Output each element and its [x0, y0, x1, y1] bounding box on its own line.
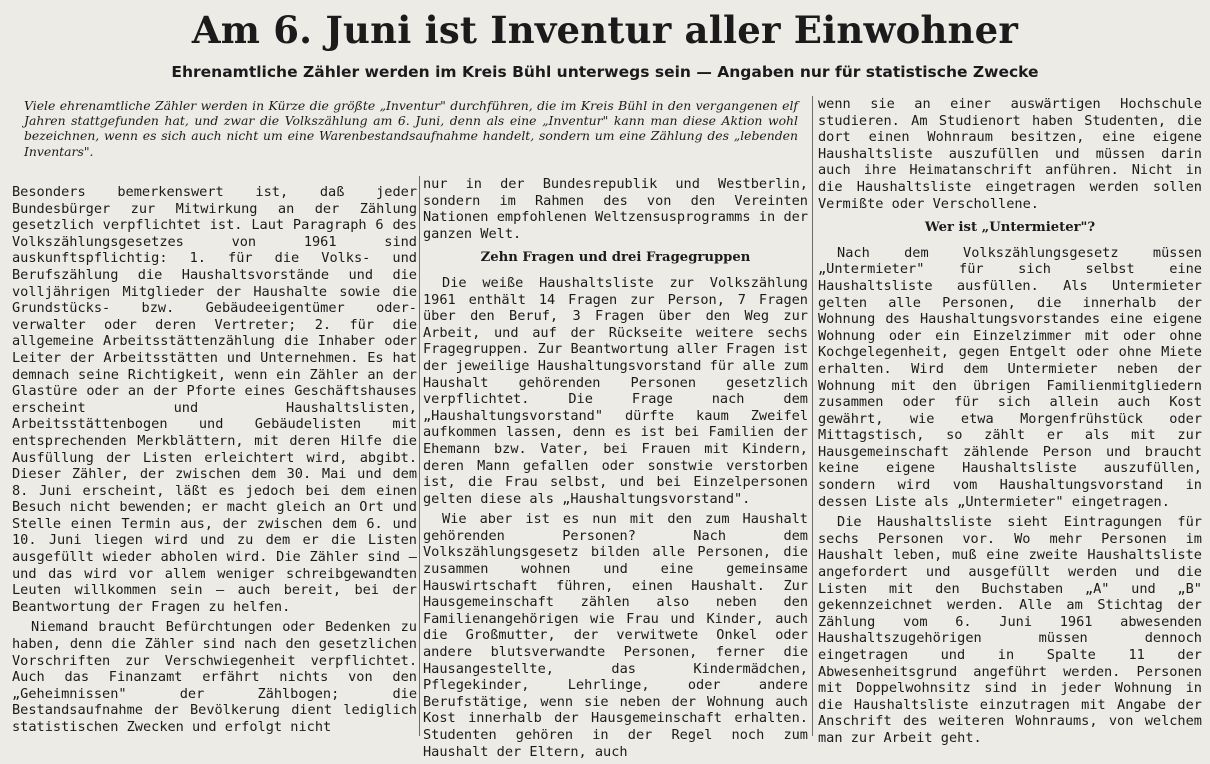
column-divider-2 [812, 96, 813, 736]
column-2 [423, 176, 808, 764]
headline: Am 6. Juni ist Inventur aller Einwohner [191, 8, 1019, 52]
column-1-paragraph-1: Besonders bemerkenswert ist, daß jeder Bundesbürger zur Mitwirkung an der Zählung gesetzlich verpflichtet ist. Laut Paragraph 6 des Volkszählungsgesetzes von 1961 sind auskunftspflichtig: 1. für die Volks- und Berufszählung die Haushaltsvorstände und die volljährigen Mitglieder der Haushalte sowie die Grundstücks- bzw. Gebäudeeigentümer oder- verwalter oder deren Vertreter; 2. für die allgemeine Arbeitsstättenzählung die Inhaber oder Leiter der Arbeitsstätten und Unternehmen. Es hat demnach seine Richtigkeit, wenn ein Zähler an der Glastüre oder an der Pforte eines Geschäftshauses erscheint und Haushaltslisten, Arbeitsstättenbogen und Gebäudelisten mit entsprechenden Merkblättern, mit deren Hilfe die Ausfüllung der Listen erleichtert wird, abgibt. Dieser Zähler, der zwischen dem 30. Mai und dem 8. Juni erscheint, läßt es jedoch bei dem einen Besuch nicht bewenden; er macht gleich an Ort und Stelle einen Termin aus, der zwischen dem 6. und 10. Juni liegen wird und zu dem er die Listen ausgefüllt wieder abholen wird. Die Zähler sind — und das wird vor allem weniger schreibgewandten Leuten willkommen sein — auch bereit, bei der Beantwortung der Fragen zu helfen. [12, 184, 417, 615]
column-3-lead: wenn sie an einer auswärtigen Hochschule studieren. Am Studienort haben Studenten, die dort einen Wohnraum besitzen, eine eigene Haushaltsliste auszufüllen und müssen darin auch ihre Heimatanschrift anführen. Nicht in die Haushaltsliste eingetragen werden sollen Vermißte oder Verschollene. [818, 96, 1202, 212]
section-heading-untermieter: Wer ist „Untermieter"? [924, 220, 1096, 236]
column-2-lead: nur in der Bundesrepublik und Westberlin, sondern im Rahmen des von den Vereinten Nationen empfohlenen Weltzensusprogramms in der ganzen Welt. [423, 176, 808, 242]
column-2-paragraph-2: Wie aber ist es nun mit den zum Haushalt gehörenden Personen? Nach dem Volkszählungsgesetz bilden alle Personen, die zusammen wohnen und eine gemeinsame Hauswirtschaft führen, einen Haushalt. Zur Hausgemeinschaft zählen also neben den Familienangehörigen wie Frau und Kinder, auch die Großmutter, der verwitwete Onkel oder andere blutsverwandte Personen, ferner die Hausangestellte, das Kindermädchen, Pflegekinder, Lehrlinge, oder andere Berufstätige, wenn sie neben der Wohnung auch Kost innerhalb der Hausgemeinschaft erhalten. Studenten gehören in der Regel noch zum Haushalt der Eltern, auch [423, 511, 808, 760]
column-divider-1 [419, 176, 420, 736]
column-2-paragraph-1: Die weiße Haushaltsliste zur Volkszählung 1961 enthält 14 Fragen zur Person, 7 Fragen über den Beruf, 3 Fragen über den Weg zur Arbeit, und auf der Rückseite weitere sechs Fragegruppen. Zur Beantwortung aller Fragen ist der jeweilige Haushaltungsvorstand für alle zum Haushalt gehörenden Personen gesetzlich verpflichtet. Die Frage nach dem „Haushaltungsvorstand" dürfte kaum Zweifel aufkommen lassen, denn es ist bei Familien der Ehemann bzw. Vater, bei Frauen mit Kindern, deren Mann gefallen oder sonstwie verstorben ist, die Frau selbst, und bei Einzelpersonen gelten diese als „Haushaltungsvorstand". [423, 274, 808, 507]
column-3-paragraph-2: Die Haushaltsliste sieht Eintragungen für sechs Personen vor. Wo mehr Personen im Haushalt leben, muß eine zweite Haushaltsliste angefordert und ausgefüllt werden und die Listen mit den Buchstaben „A" und „B" gekennzeichnet werden. Alle am Stichtag der Zählung vom 6. Juni 1961 abwesenden Haushaltszugehörigen müssen dennoch eingetragen und in Spalte 11 der Abwesenheitsgrund angeführt werden. Personen mit Doppelwohnsitz sind in jeder Wohnung in die Haushaltsliste einzutragen mit Angabe der Anschrift des weiteren Wohnraums, von welchem man zur Arbeit geht. [818, 514, 1202, 746]
column-1-paragraph-2: Niemand braucht Befürchtungen oder Bedenken zu haben, denn die Zähler sind nach den gesetzlichen Vorschriften zur Verschwiegenheit verpflichtet. Auch das Finanzamt erfährt nichts von den „Geheimnissen" der Zählbogen; die Bestandsaufnahme der Bevölkerung dient lediglich statistischen Zwecken und erfolgt nicht [12, 619, 417, 735]
column-3 [818, 96, 1202, 751]
column-1 [12, 184, 417, 740]
intro-paragraph: Viele ehrenamtliche Zähler werden in Kürze die größte „Inventur" durchführen, die im Kreis Bühl in den vergangenen elf Jahren stattgefunden hat, und zwar die Volkszählung am 6. Juni, denn als eine „Inventur" kann man diese Aktion wohl bezeichnen, wenn es sich auch nicht um eine Warenbestandsaufnahme handelt, sondern um eine Zählung des „lebenden Inventars". [24, 98, 798, 159]
column-3-paragraph-1: Nach dem Volkszählungsgesetz müssen „Untermieter" für sich selbst eine Haushaltsliste ausfüllen. Als Untermieter gelten alle Personen, die innerhalb der Wohnung des Haushaltungsvorstandes eine eigene Wohnung oder ein Einzelzimmer mit oder ohne Kochgelegenheit, gegen Entgelt oder ohne Miete erhalten. Wird dem Untermieter neben der Wohnung mit den übrigen Familienmitgliedern zusammen oder für sich allein auch Kost gewährt, wie etwa Morgenfrühstück oder Mittagstisch, so zählt er als mit zur Hausgemeinschaft zählende Person und braucht keine eigene Haushaltsliste auszufüllen, sondern wird vom Haushaltungsvorstand in dessen Liste als „Untermieter" eingetragen. [818, 244, 1202, 510]
subheadline: Ehrenamtliche Zähler werden im Kreis Bühl unterwegs sein — Angaben nur für statistische Zwecke [171, 63, 1039, 81]
section-heading-questions: Zehn Fragen und drei Fragegruppen [480, 250, 751, 266]
